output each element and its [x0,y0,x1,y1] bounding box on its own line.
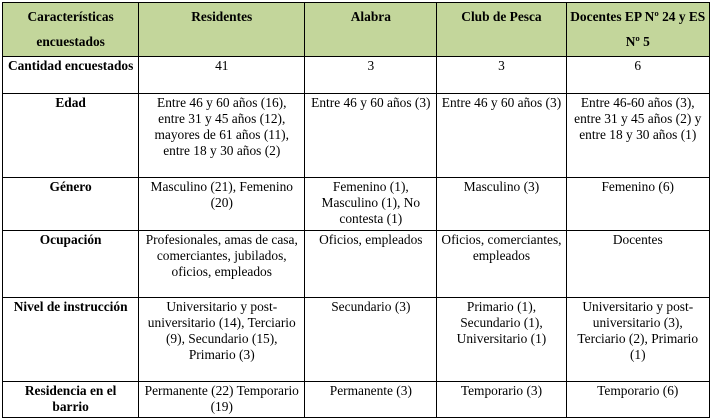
cell-edad-club: Entre 46 y 60 años (3) [437,94,566,178]
table-body [3,57,710,418]
cell-residencia-residentes: Permanente (22) Temporario (19) [139,382,305,418]
cell-cantidad-residentes: 41 [139,57,305,94]
cell-nivel-docentes: Universitario y post-universitario (3), Terciario (2), Primario (1) [566,298,709,382]
table-header [3,3,710,57]
cell-edad-alabra: Entre 46 y 60 años (3) [305,94,437,178]
row-label-edad: Edad [3,94,139,178]
cell-cantidad-club: 3 [437,57,566,94]
cell-genero-residentes: Masculino (21), Femenino (20) [139,178,305,231]
cell-cantidad-alabra: 3 [305,57,437,94]
header-residentes: Residentes [139,3,305,57]
cell-residencia-alabra: Permanente (3) [305,382,437,418]
table-row [3,94,710,178]
cell-ocupacion-docentes: Docentes [566,231,709,298]
cell-ocupacion-club: Oficios, comerciantes, empleados [437,231,566,298]
row-label-nivel-instruccion: Nivel de instrucción [3,298,139,382]
cell-genero-docentes: Femenino (6) [566,178,709,231]
cell-nivel-club: Primario (1), Secundario (1), Universitario (1) [437,298,566,382]
cell-edad-residentes: Entre 46 y 60 años (16), entre 31 y 45 años (12), mayores de 61 años (11), entre 18 y 30 años (2) [139,94,305,178]
table-row [3,382,710,418]
table-row [3,57,710,94]
cell-cantidad-docentes: 6 [566,57,709,94]
cell-ocupacion-alabra: Oficios, empleados [305,231,437,298]
cell-genero-club: Masculino (3) [437,178,566,231]
cell-ocupacion-residentes: Profesionales, amas de casa, comerciantes, jubilados, oficios, empleados [139,231,305,298]
table-row [3,298,710,382]
row-label-residencia: Residencia en el barrio [3,382,139,418]
header-docentes: Docentes EP Nº 24 y ES Nº 5 [566,3,709,57]
row-label-cantidad: Cantidad encuestados [3,57,139,94]
row-label-ocupacion: Ocupación [3,231,139,298]
cell-genero-alabra: Femenino (1), Masculino (1), No contesta (1) [305,178,437,231]
header-characteristics: Características encuestados [3,3,139,57]
row-label-genero: Género [3,178,139,231]
header-alabra: Alabra [305,3,437,57]
cell-residencia-docentes: Temporario (6) [566,382,709,418]
cell-residencia-club: Temporario (3) [437,382,566,418]
header-club-de-pesca: Club de Pesca [437,3,566,57]
survey-characteristics-table [2,2,710,418]
cell-nivel-alabra: Secundario (3) [305,298,437,382]
table-row [3,231,710,298]
table-row [3,178,710,231]
header-row [3,3,710,57]
cell-nivel-residentes: Universitario y post-universitario (14), Terciario (9), Secundario (15), Primario (3) [139,298,305,382]
cell-edad-docentes: Entre 46-60 años (3), entre 31 y 45 años (2) y entre 18 y 30 años (1) [566,94,709,178]
